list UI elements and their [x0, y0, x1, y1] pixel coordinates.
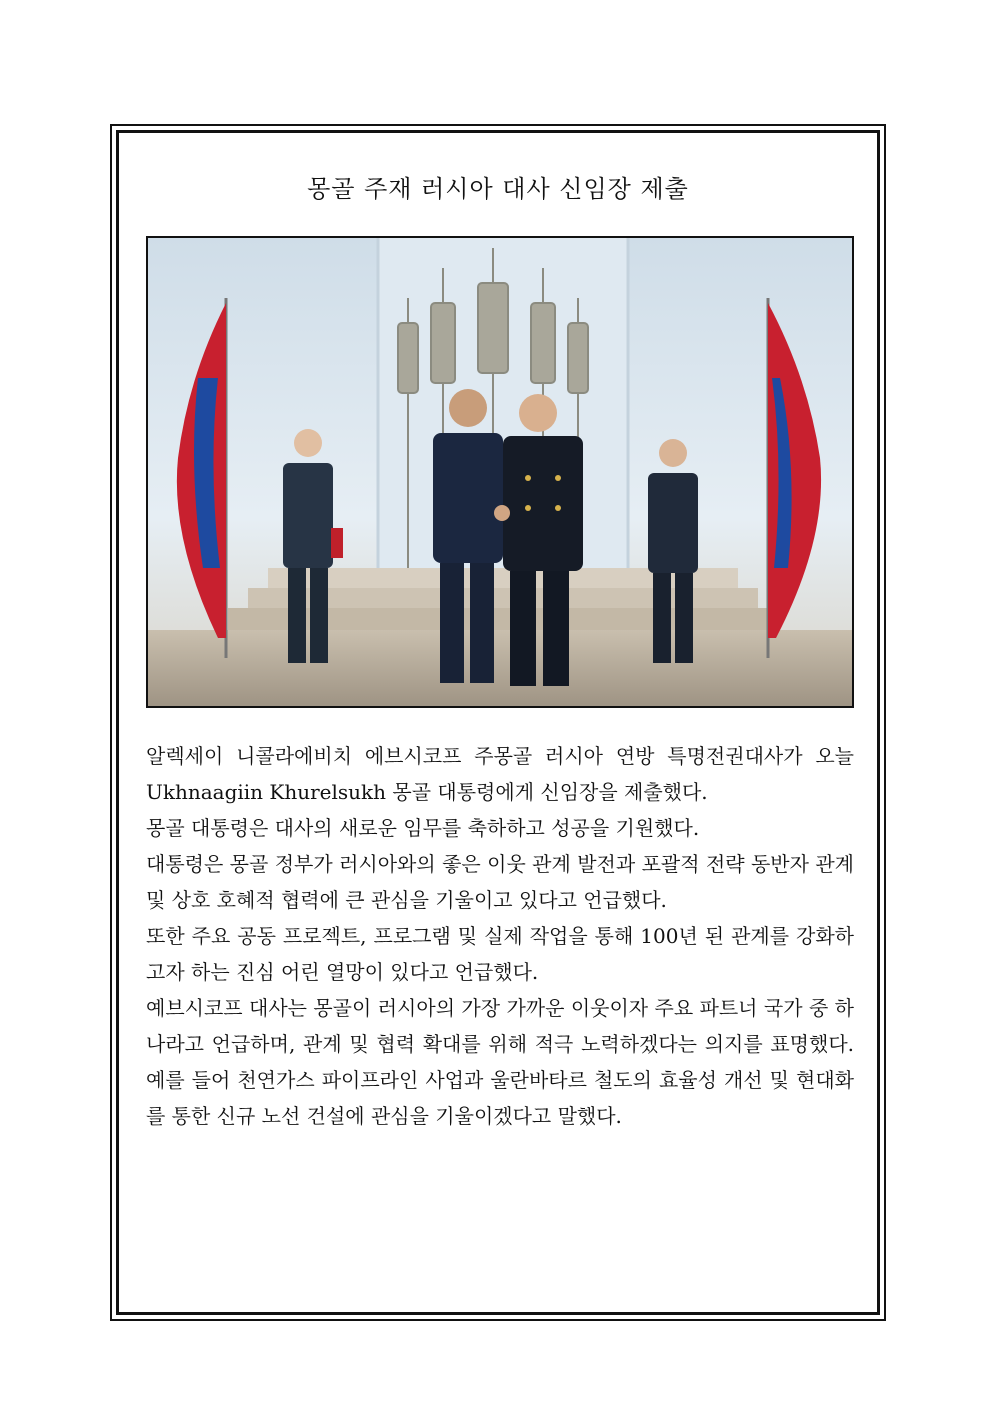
- paragraph: 예브시코프 대사는 몽골이 러시아의 가장 가까운 이웃이자 주요 파트너 국가 중 하나라고 언급하며, 관계 및 협력 확대를 위해 적극 노력하겠다는 의지를 표명했다. 예를 들어 천연가스 파이프라인 사업과 울란바타르 철도의 효율성 개선 및 현대화를 통한 신규 노선 건설에 관심을 기울이겠다고 말했다.: [146, 996, 854, 1128]
- document-frame-inner: [116, 130, 880, 1315]
- paragraph: 대통령은 몽골 정부가 러시아와의 좋은 이웃 관계 발전과 포괄적 전략 동반자 관계 및 상호 호혜적 협력에 큰 관심을 기울이고 있다고 언급했다.: [146, 852, 854, 912]
- document-frame-outer: [110, 124, 886, 1321]
- page-title: 몽골 주재 러시아 대사 신임장 제출: [307, 175, 689, 203]
- paragraph: 알렉세이 니콜라에비치 에브시코프 주몽골 러시아 연방 특명전권대사가 오늘 Ukhnaagiin Khurelsukh 몽골 대통령에게 신임장을 제출했다.: [146, 744, 854, 804]
- article-body: [146, 738, 854, 1134]
- ceremony-photo: [146, 236, 854, 708]
- paragraph: 또한 주요 공동 프로젝트, 프로그램 및 실제 작업을 통해 100년 된 관계를 강화하고자 하는 진심 어린 열망이 있다고 언급했다.: [146, 924, 854, 984]
- paragraph: 몽골 대통령은 대사의 새로운 임무를 축하하고 성공을 기원했다.: [146, 816, 700, 840]
